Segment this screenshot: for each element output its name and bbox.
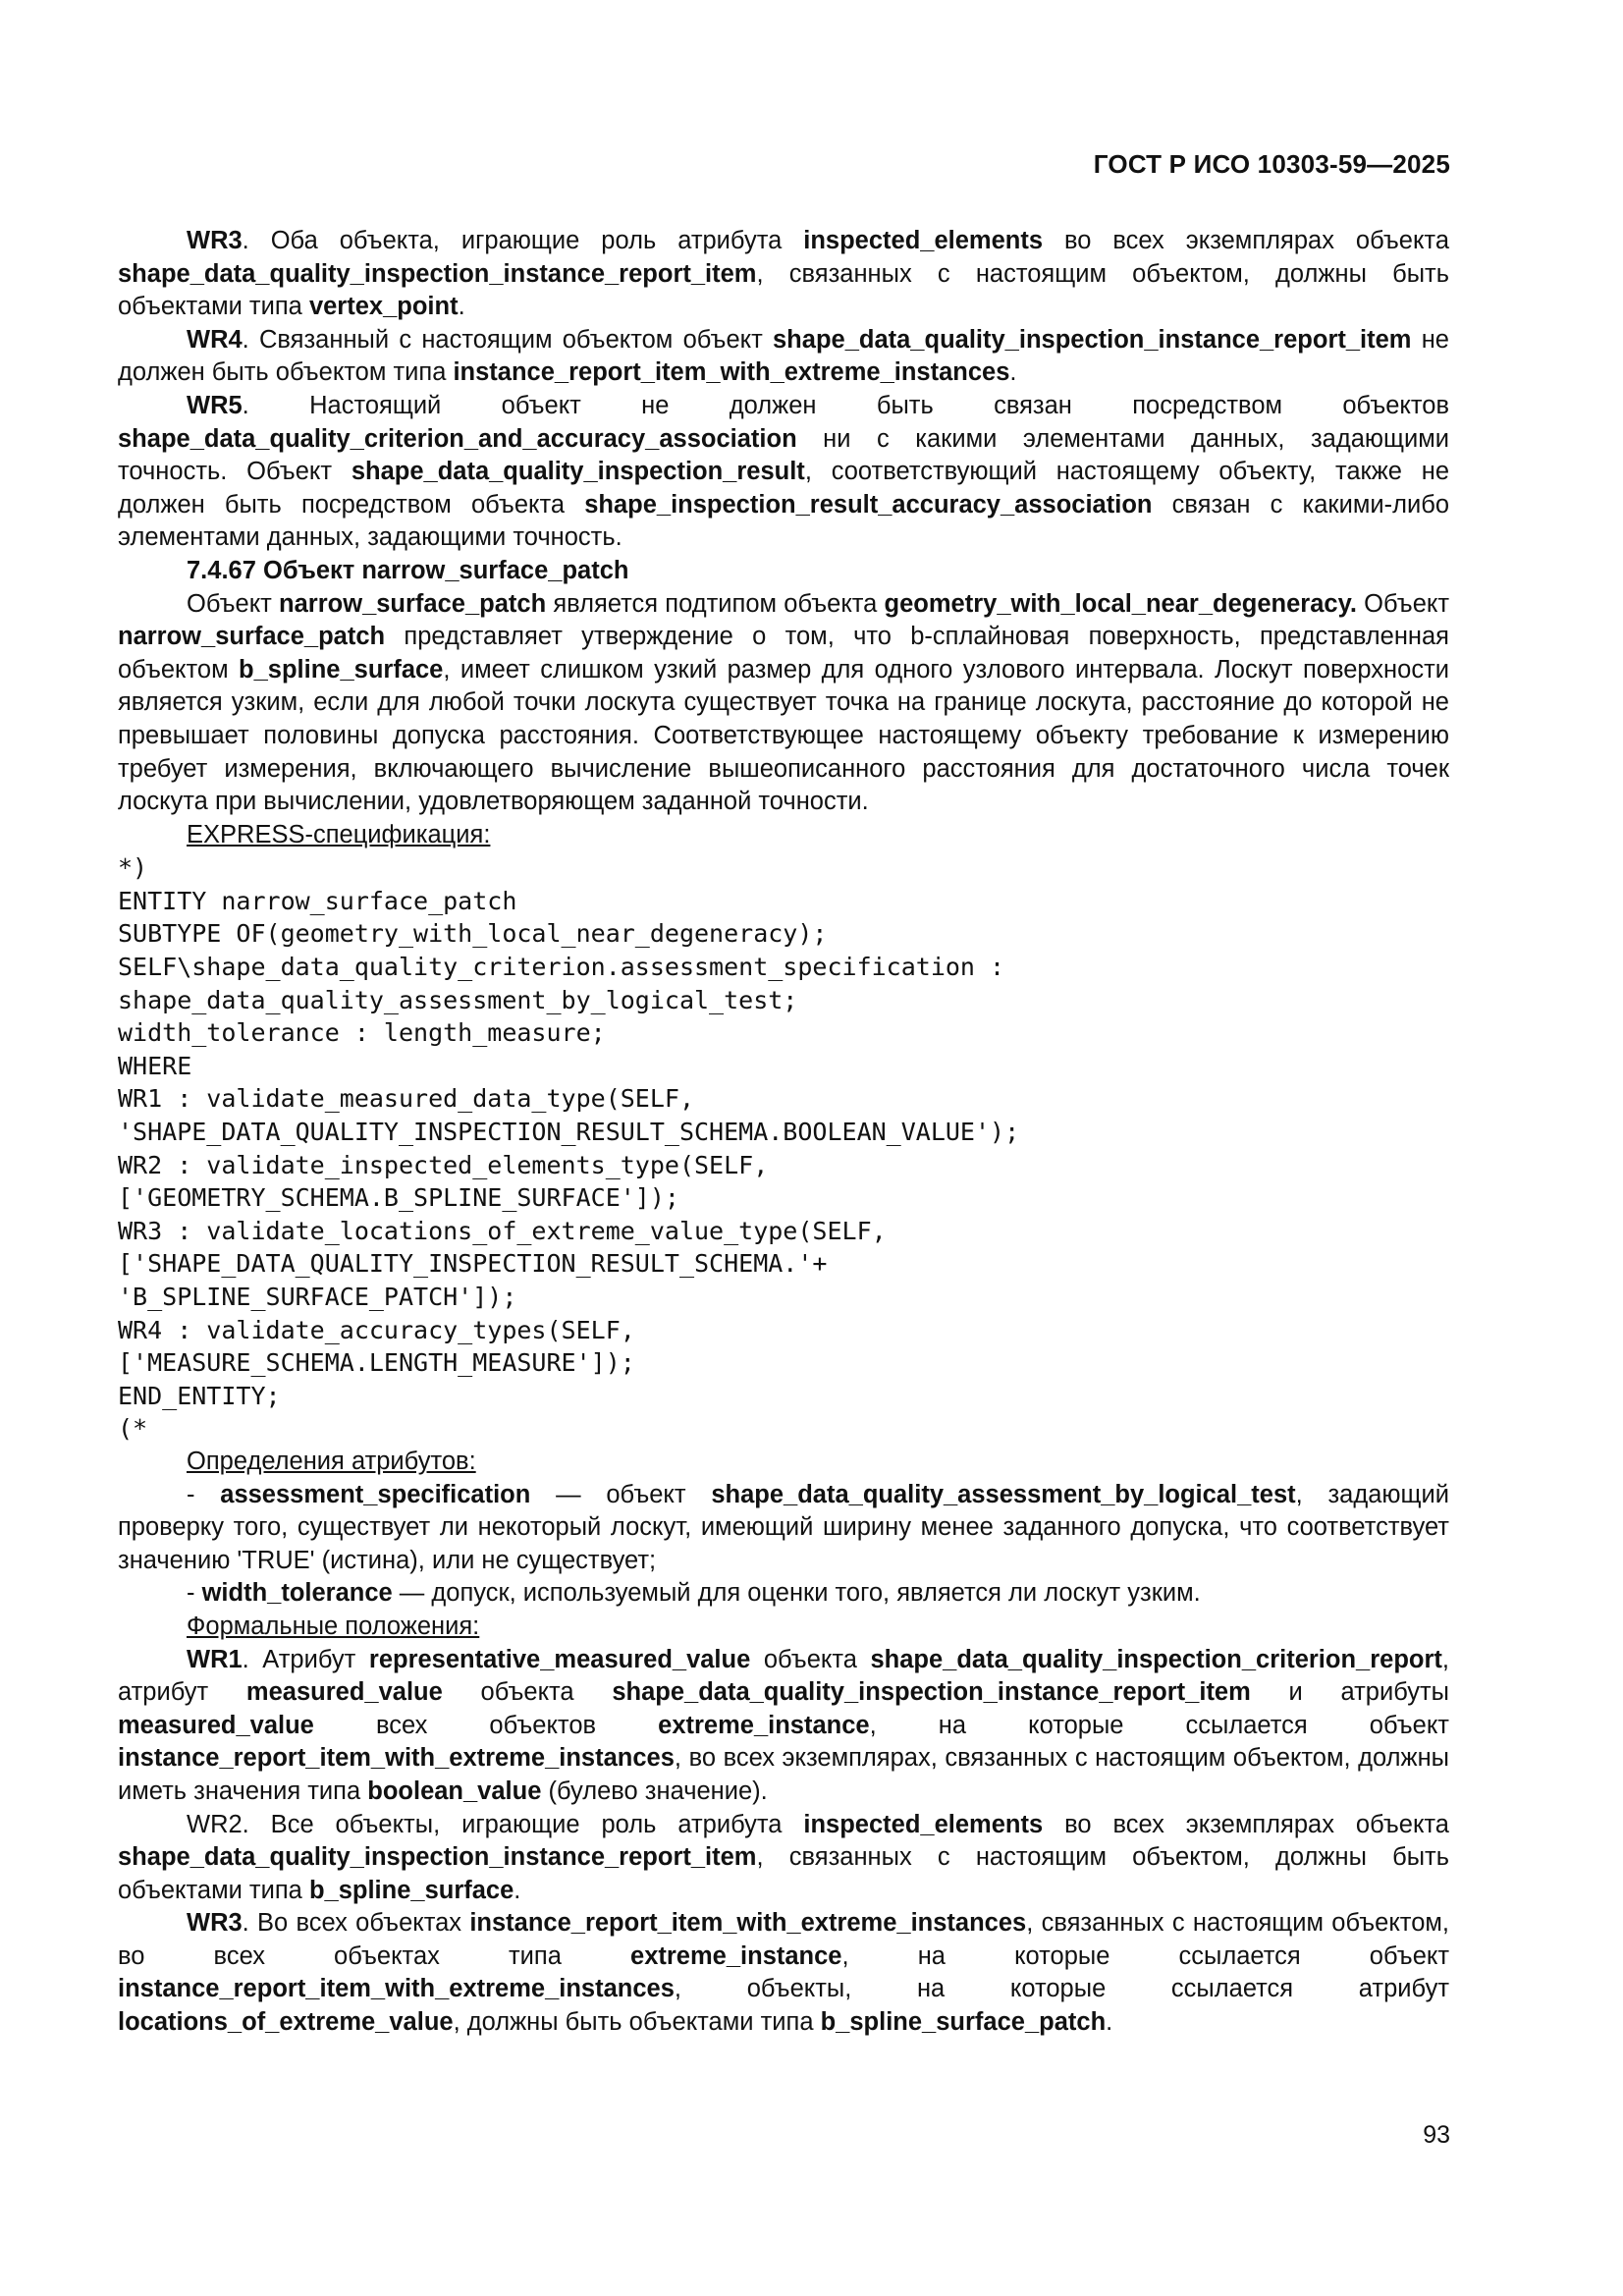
code-line: ['MEASURE_SCHEMA.LENGTH_MEASURE']); [118,1348,635,1378]
bold-term: 7.4.67 Объект narrow_surface_patch [187,556,629,584]
bold-term: measured_value [118,1711,314,1739]
attribute-assessment-specification [118,1479,1449,1578]
bold-term: instance_report_item_with_extreme_instances [118,1975,675,2003]
text-run: , связанных с настоящим объектом, во всех объектах типа [118,1909,1449,1970]
text-run: , на которые ссылается объект [869,1711,1449,1739]
bold-term: instance_report_item_with_extreme_instances [469,1909,1027,1938]
code-line: WHERE [118,1051,192,1080]
text-run: Определения атрибутов: [187,1447,476,1475]
code-line: WR2 : validate_inspected_elements_type(SELF, [118,1150,769,1179]
bold-term: width_tolerance [201,1579,393,1608]
text-run: , соответствующий настоящему объекту, также не должен быть посредством объекта [118,458,1449,519]
text-run: , должны быть объектами типа [453,2008,821,2037]
text-run: не должен быть объектом типа [118,325,1449,387]
bold-term: shape_data_quality_inspection_instance_report_item [118,259,757,288]
text-run: . Во всех объектах [242,1909,470,1938]
text-run: , связанных с настоящим объектом, должны быть объектами типа [118,259,1449,321]
bold-term: shape_data_quality_inspection_result [351,458,805,486]
bold-term: inspected_elements [803,1810,1044,1838]
bold-term: b_spline_surface [239,655,444,683]
text-run: . Атрибут [242,1645,369,1673]
text-run: . [458,293,465,321]
bold-term: WR4 [187,325,243,354]
text-run: . Настоящий объект не должен быть связан посредством объектов [242,391,1449,419]
code-line: shape_data_quality_assessment_by_logical_test; [118,985,798,1014]
bold-term: WR1 [187,1645,243,1673]
text-run: . Связанный с настоящим объектом объект [242,325,773,354]
text-run: связан с какими-либо элементами данных, задающими точность. [118,490,1450,552]
bold-term: shape_data_quality_inspection_instance_report_item [612,1678,1251,1707]
code-line: ENTITY narrow_surface_patch [118,886,517,915]
formal-wr2 [118,1809,1449,1908]
bold-term: shape_inspection_result_accuracy_association [584,490,1153,519]
formal-wr3 [118,1907,1449,2039]
text-run: , задающий проверку того, существует ли некоторый лоскут, имеющий ширину менее заданного допуска, что соответствует значению 'TRUE' (истина), или не существует; [118,1480,1450,1574]
text-run: является подтипом объекта [546,589,885,618]
express-code-block [118,851,1449,1446]
bold-term: shape_data_quality_inspection_criterion_report [870,1645,1442,1673]
section-heading [118,555,1449,588]
document-header: ГОСТ Р ИСО 10303-59—2025 [1093,149,1450,179]
text-run: EXPRESS-спецификация: [187,820,491,848]
bold-term: measured_value [245,1678,443,1707]
code-line: WR4 : validate_accuracy_types(SELF, [118,1315,635,1344]
text-run: — допуск, используемый для оценки того, является ли лоскут узким. [392,1579,1201,1608]
text-run: . Оба объекта, играющие роль атрибута [242,227,804,254]
paragraph-wr5 [118,390,1449,555]
text-run: . [1009,358,1017,387]
code-line: ['SHAPE_DATA_QUALITY_INSPECTION_RESULT_SCHEMA.'+ [118,1249,828,1279]
formal-propositions-label [118,1611,1449,1644]
code-line: 'SHAPE_DATA_QUALITY_INSPECTION_RESULT_SCHEMA.BOOLEAN_VALUE'); [118,1118,1020,1147]
bold-term: narrow_surface_patch [279,589,547,618]
bold-term: shape_data_quality_criterion_and_accuracy_association [118,424,797,453]
bold-term: inspected_elements [803,227,1044,254]
code-line: WR1 : validate_measured_data_type(SELF, [118,1084,694,1114]
bold-term: WR3 [187,1909,243,1938]
code-line: END_ENTITY; [118,1381,281,1410]
code-line: SELF\shape_data_quality_criterion.assessment_specification : [118,953,1005,982]
text-run: — объект [530,1480,712,1508]
bold-term: assessment_specification [220,1480,531,1508]
text-run: , во всех экземплярах, связанных с настоящим объектом, должны иметь значения типа [118,1744,1449,1805]
paragraph-wr4 [118,324,1449,390]
bold-term: extreme_instance [658,1711,870,1739]
text-run: Объект [187,589,280,618]
page-number: 93 [1423,2121,1450,2149]
bold-term: WR3 [187,227,243,254]
text-run: представляет утверждение о том, что b-сплайновая поверхность, представленная объектом [118,623,1449,683]
code-line: (* [118,1414,148,1444]
text-run: и атрибуты [1250,1678,1449,1707]
bold-term: locations_of_extreme_value [118,2008,454,2037]
bold-term: instance_report_item_with_extreme_instances [118,1744,675,1773]
bold-term: representative_measured_value [368,1645,751,1673]
text-run: во всех экземплярах объекта [1043,1810,1449,1838]
text-run: , на которые ссылается объект [841,1941,1449,1970]
text-run: объекта [442,1678,613,1707]
code-line: *) [118,853,148,883]
bold-term: instance_report_item_with_extreme_instances [453,358,1010,387]
text-run: объекта [750,1645,871,1673]
bold-term: extreme_instance [630,1941,842,1970]
bold-term: shape_data_quality_assessment_by_logical_test [711,1480,1296,1508]
formal-wr1 [118,1644,1449,1809]
text-run: WR2. Все объекты, играющие роль атрибута [187,1810,804,1838]
bold-term: b_spline_surface_patch [820,2008,1107,2037]
code-line: SUBTYPE OF(geometry_with_local_near_degeneracy); [118,919,828,949]
text-run: - [187,1579,202,1608]
code-line: 'B_SPLINE_SURFACE_PATCH']); [118,1283,517,1311]
paragraph-narrow-surface-patch [118,588,1449,819]
text-run: - [187,1480,221,1508]
code-line: ['GEOMETRY_SCHEMA.B_SPLINE_SURFACE']); [118,1183,679,1213]
attribute-width-tolerance [118,1577,1449,1611]
text-run: . [1106,2008,1113,2037]
bold-term: boolean_value [367,1777,542,1805]
bold-term: b_spline_surface [308,1876,514,1904]
text-run: , имеет слишком узкий размер для одного узлового интервала. Лоскут поверхности является узким, если для любой точки лоскута существует точка на границе лоскута, расстояние до которой не превышает половины допуска расстояния. Соответствующее настоящему объекту требование к измерению требует измерения, включающего вычисление вышеописанного расстояния для достаточного числа точек лоскута при вычислении, удовлетворяющем заданной точности. [118,655,1449,816]
text-run: всех объектов [313,1711,659,1739]
bold-term: WR5 [187,391,243,419]
bold-term: shape_data_quality_inspection_instance_report_item [118,1843,757,1872]
paragraph-wr3-vertex [118,225,1449,324]
bold-term: narrow_surface_patch [118,623,386,651]
bold-term: vertex_point [308,293,459,321]
text-run: Формальные положения: [187,1612,480,1640]
text-run: . [514,1876,521,1904]
code-line: width_tolerance : length_measure; [118,1018,606,1048]
attribute-definitions-label [118,1446,1449,1479]
bold-term: geometry_with_local_near_degeneracy. [884,589,1357,618]
text-run: во всех экземплярах объекта [1043,227,1449,254]
text-run: , связанных с настоящим объектом, должны быть объектами типа [118,1843,1449,1904]
text-run: ни с какими элементами данных, задающими точность. Объект [118,424,1449,486]
text-run: Объект [1356,589,1450,618]
code-line: WR3 : validate_locations_of_extreme_value_type(SELF, [118,1216,887,1245]
text-run: (булево значение). [541,1777,768,1805]
text-run: , атрибут [118,1645,1449,1707]
text-run: , объекты, на которые ссылается атрибут [674,1975,1449,2003]
express-spec-label [118,819,1449,852]
document-body [118,225,1449,2040]
bold-term: shape_data_quality_inspection_instance_report_item [773,325,1412,354]
